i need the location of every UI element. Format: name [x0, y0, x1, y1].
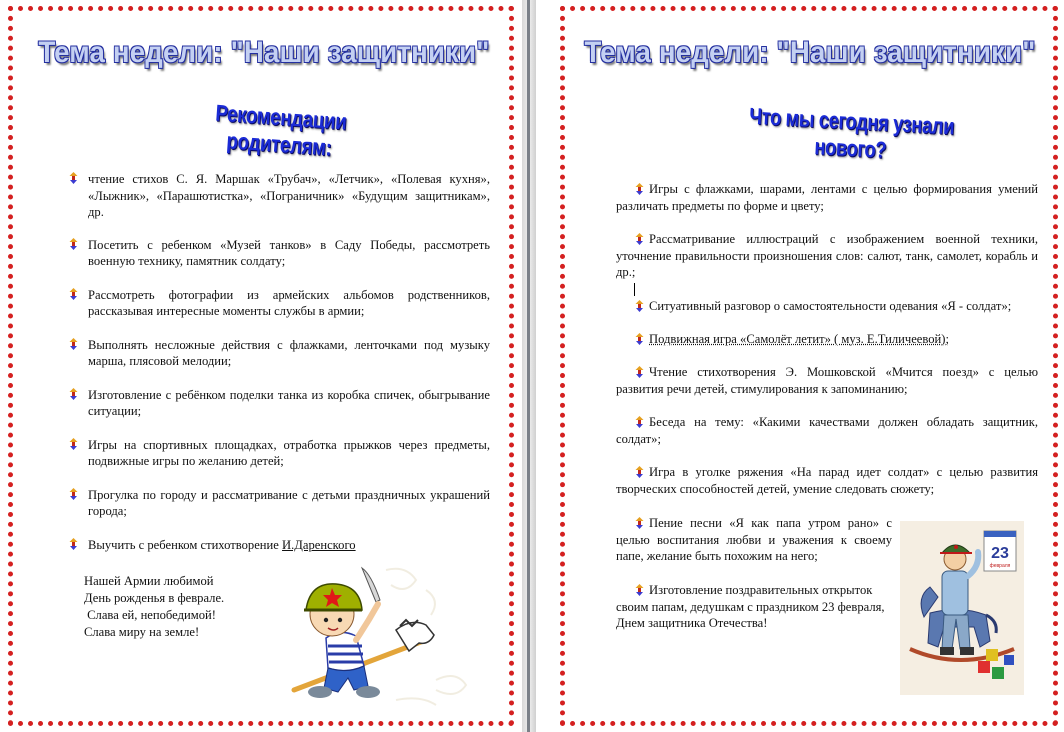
list-item: Изготовление с ребёнком поделки танка из коробка спичек, обыгрывание ситуации; [68, 387, 490, 420]
list-item: Подвижная игра «Самолёт летит» ( муз. Е.Тиличеевой); [616, 331, 1038, 348]
list-item: Посетить с ребенком «Музей танков» в Саду Победы, рассмотреть военную технику, памятник солдату; [68, 237, 490, 270]
calendar-month: февраля [989, 563, 1011, 569]
arrow-bullet-icon [634, 584, 645, 596]
arrow-bullet-icon [634, 183, 645, 195]
poem-line: Слава миру на земле! [84, 625, 200, 639]
arrow-bullet-icon [634, 233, 645, 245]
arrow-bullet-icon [634, 366, 645, 378]
list-item: Рассмотреть фотографии из армейских альбомов родственников, рассказывая интересные моменты службы в армии; [68, 287, 490, 320]
soldier-on-rocking-horse-illustration [900, 521, 1024, 695]
list-item: Изготовление поздравительных открыток своим папам, дедушкам с праздником 23 февраля, Днем защитника Отечества! [616, 583, 885, 630]
list-item: Игры с флажками, шарами, лентами с целью формирования умений различать предметы по форме и цвету; [616, 182, 1038, 213]
list-item: Рассматривание иллюстраций с изображением военной техники, уточнение правильности произношения слов: салют, танк, самолет, корабль и др.; [616, 232, 1038, 279]
list-item: Пение песни «Я как папа утром рано» с целью воспитания любви и уважения к своему папе, желание быть похожим на него; [616, 516, 892, 563]
child-soldier-illustration [276, 560, 476, 715]
arrow-bullet-icon [68, 238, 79, 250]
left-theme-title: Тема недели: "Наши защитники" [38, 36, 490, 69]
arrow-bullet-icon [68, 172, 79, 184]
right-subtitle: Что мы сегодня узнали нового? [748, 102, 955, 163]
list-item: чтение стихов С. Я. Маршак «Трубач», «Летчик», «Полевая кухня», «Лыжник», «Парашютистка», «Пограничник» «Будущим защитникам», др. [68, 171, 490, 221]
arrow-bullet-icon [68, 388, 79, 400]
poem-line: Слава ей, непобедимой! [84, 608, 216, 622]
arrow-bullet-icon [68, 288, 79, 300]
poem-line: Нашей Армии любимой [84, 574, 214, 588]
list-item: Прогулка по городу и рассматривание с детьми праздничных украшений города; [68, 487, 490, 520]
left-subtitle: Рекомендации родителям: [214, 99, 348, 161]
right-page [536, 0, 1064, 732]
recommendations-list [68, 171, 490, 553]
list-item: Чтение стихотворения Э. Мошковской «Мчится поезд» с целью развития речи детей, стимулирования к запоминанию; [616, 365, 1038, 396]
list-item: Игра в уголке ряжения «На парад идет солдат» с целью развития творческих способностей детей, умение следовать сюжету; [616, 465, 1038, 496]
arrow-bullet-icon [68, 538, 79, 550]
arrow-bullet-icon [634, 466, 645, 478]
right-theme-title: Тема недели: "Наши защитники" [584, 36, 1036, 69]
list-item: Игры на спортивных площадках, отработка прыжков через предметы, подвижные игры по желанию детей; [68, 437, 490, 470]
text-cursor [634, 283, 635, 296]
calendar-number: 23 [991, 545, 1009, 562]
poem-line: День рожденья в феврале. [84, 591, 225, 605]
poem-author: И.Даренского [282, 537, 356, 552]
list-item: Выучить с ребенком стихотворение И.Даренского [68, 537, 490, 554]
poem [84, 573, 224, 641]
arrow-bullet-icon [634, 517, 645, 529]
list-item: Беседа на тему: «Какими качествами должен обладать защитник, солдат»; [616, 415, 1038, 446]
list-item: Выполнять несложные действия с флажками, ленточками под музыку марша, плясовой мелодии; [68, 337, 490, 370]
arrow-bullet-icon [68, 438, 79, 450]
list-item: Ситуативный разговор о самостоятельности одевания «Я - солдат»; [616, 298, 1038, 315]
left-page [0, 0, 522, 732]
arrow-bullet-icon [634, 300, 645, 312]
arrow-bullet-icon [68, 488, 79, 500]
page-gutter [522, 0, 536, 732]
arrow-bullet-icon [634, 416, 645, 428]
arrow-bullet-icon [68, 338, 79, 350]
arrow-bullet-icon [634, 333, 645, 345]
